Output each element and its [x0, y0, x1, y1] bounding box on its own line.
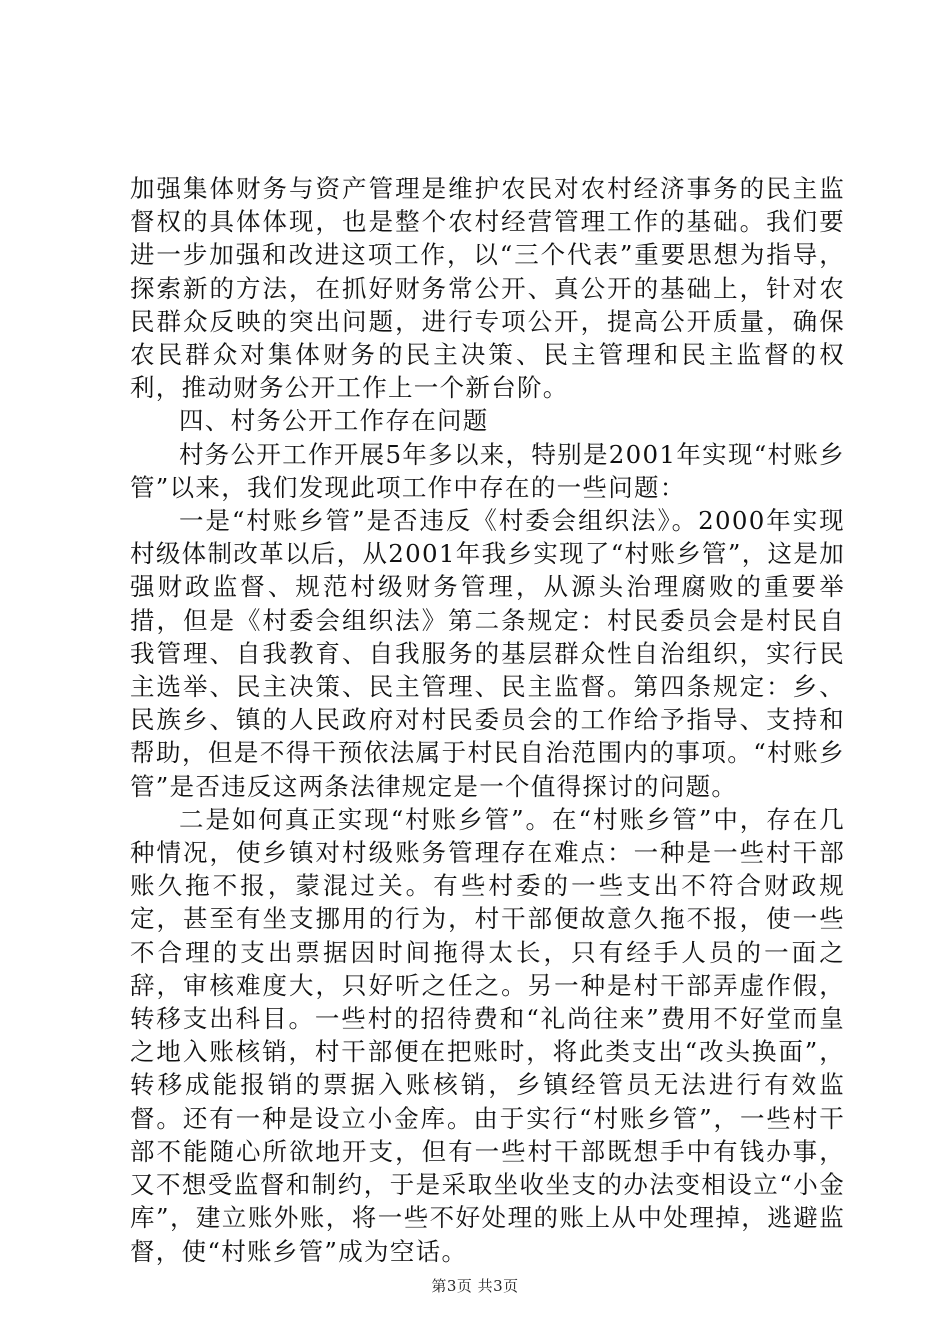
paragraph-problem-one: 一是“村账乡管”是否违反《村委会组织法》。2000年实现村级体制改革以后，从2001年我乡实现了“村账乡管”，这是加强财政监督、规范村级财务管理，从源头治理腐败的重要举措，但是《村委会组织法》第二条规定：村民委员会是村民自我管理、自我教育、自我服务的基层群众性自治组织，实行民主选举、民主决策、民主管理、民主监督。第四条规定：乡、民族乡、镇的人民政府对村民委员会的工作给予指导、支持和帮助，但是不得干预依法属于村民自治范围内的事项。“村账乡管”是否违反这两条法律规定是一个值得探讨的问题。 — [130, 506, 845, 801]
paragraph-finance-management: 加强集体财务与资产管理是维护农民对农村经济事务的民主监督权的具体体现，也是整个农村经营管理工作的基础。我们要进一步加强和改进这项工作，以“三个代表”重要思想为指导，探索新的方法，在抓好财务常公开、真公开的基础上，针对农民群众反映的突出问题，进行专项公开，提高公开质量，确保农民群众对集体财务的民主决策、民主管理和民主监督的权利，推动财务公开工作上一个新台阶。 — [130, 174, 845, 403]
section-heading-problems: 四、村务公开工作存在问题 — [179, 406, 489, 436]
document-body — [130, 172, 845, 1268]
paragraph-problem-two: 二是如何真正实现“村账乡管”。在“村账乡管”中，存在几种情况，使乡镇对村级账务管理存在难点：一种是一些村干部账久拖不报，蒙混过关。有些村委的一些支出不符合财政规定，甚至有坐支挪用的行为，村干部便故意久拖不报，使一些不合理的支出票据因时间拖得太长，只有经手人员的一面之辞，审核难度大，只好听之任之。另一种是村干部弄虚作假，转移支出科目。一些村的招待费和“礼尚往来”费用不好堂而皇之地入账核销，村干部便在把账时，将此类支出“改头换面”，转移成能报销的票据入账核销，乡镇经管员无法进行有效监督。还有一种是设立小金库。由于实行“村账乡管”，一些村干部不能随心所欲地开支，但有一些村干部既想手中有钱办事，又不想受监督和制约，于是采取坐收坐支的办法变相设立“小金库”，建立账外账，将一些不好处理的账上从中处理掉，逃避监督，使“村账乡管”成为空话。 — [130, 804, 845, 1266]
paragraph-problems-intro: 村务公开工作开展5年多以来，特别是2001年实现“村账乡管”以来，我们发现此项工作中存在的一些问题： — [130, 439, 845, 502]
page-number-footer: 第3页 共3页 — [431, 1277, 519, 1295]
